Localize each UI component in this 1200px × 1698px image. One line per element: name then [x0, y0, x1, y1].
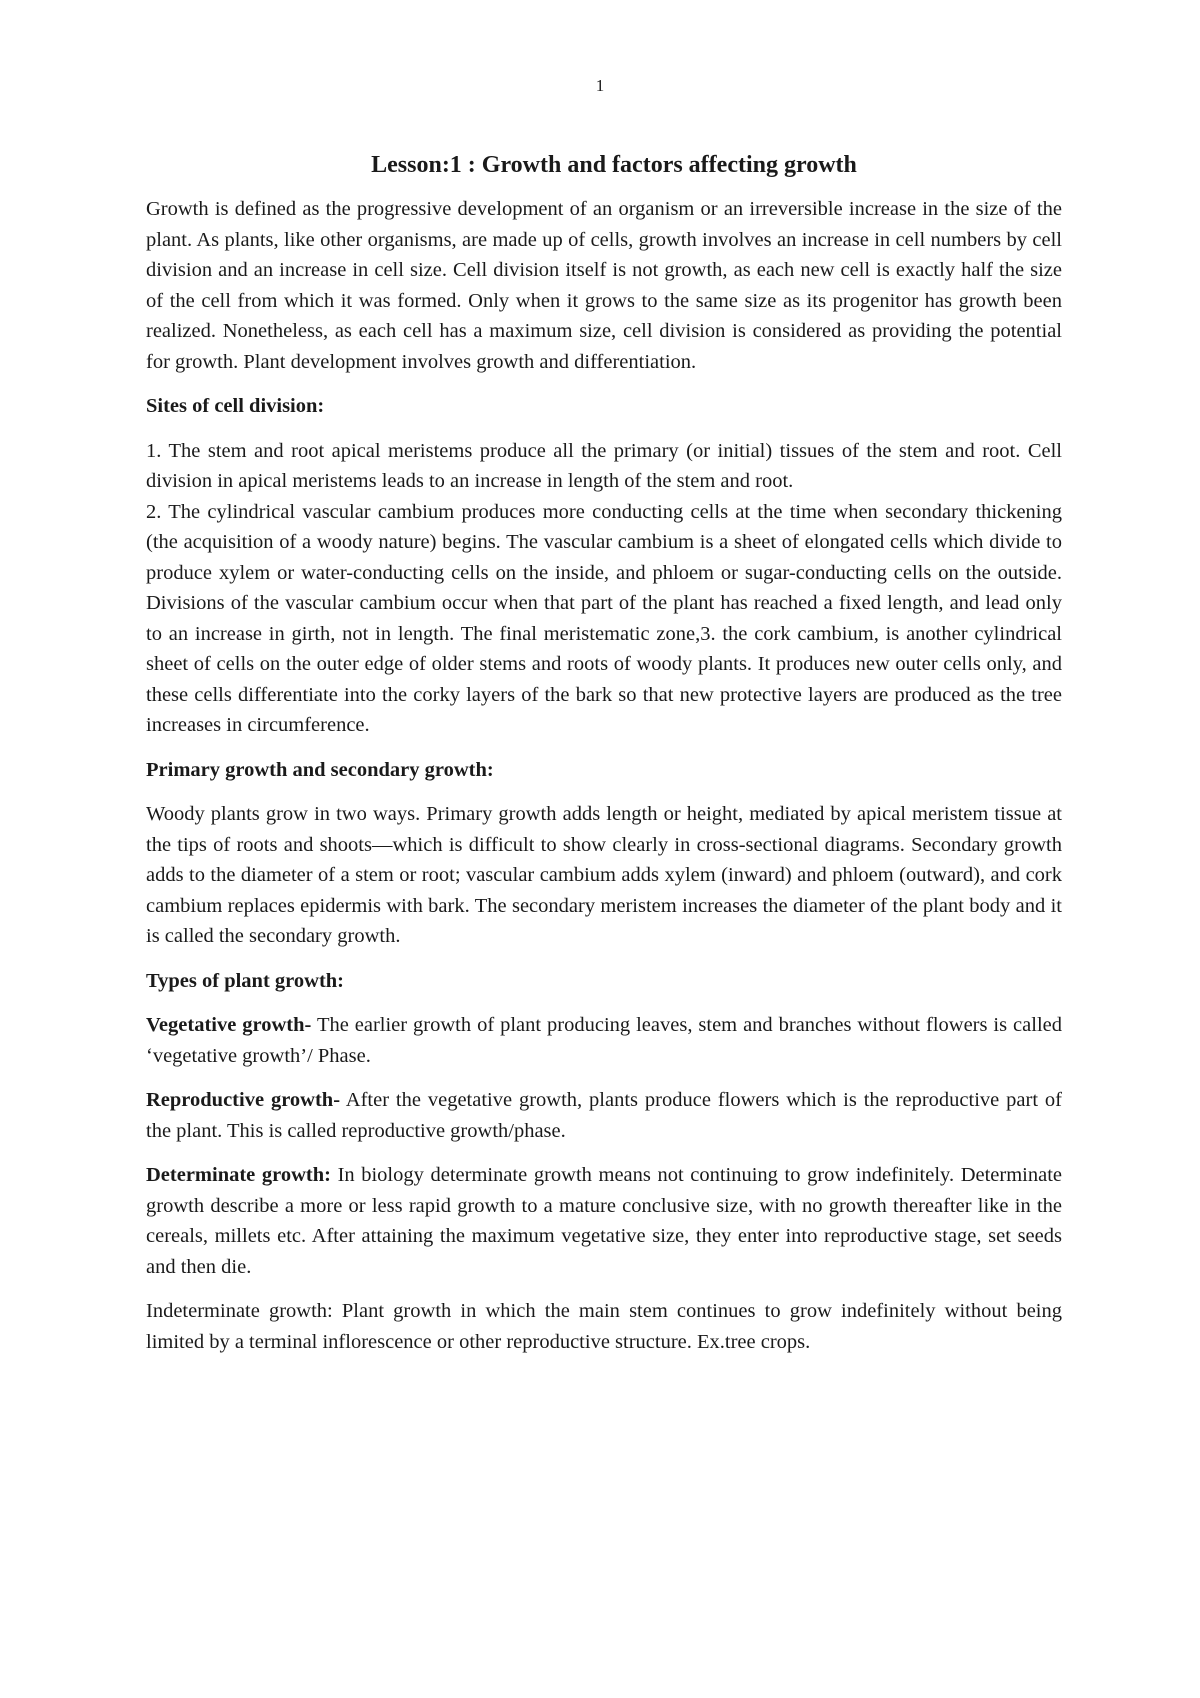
document-body	[146, 150, 1062, 1357]
vegetative-paragraph	[146, 1010, 1062, 1071]
determinate-term: Determinate growth:	[146, 1164, 331, 1186]
determinate-text: In biology determinate growth means not continuing to grow indefinitely. Determinate growth describe a more or less rapid growth to a mature conclusive size, with no growth thereafter like in the cereals, millets etc. After attaining the maximum vegetative size, they enter into reproductive stage, set seeds and then die.	[146, 1164, 1062, 1278]
types-heading: Types of plant growth:	[146, 969, 344, 992]
indeterminate-paragraph: Indeterminate growth: Plant growth in which the main stem continues to grow indefinitely without being limited by a terminal inflorescence or other reproductive structure. Ex.tree crops.	[146, 1300, 1062, 1353]
vegetative-text: The earlier growth of plant producing leaves, stem and branches without flowers is called ‘vegetative growth’/ Phase.	[146, 1014, 1062, 1067]
intro-paragraph: Growth is defined as the progressive development of an organism or an irreversible increase in the size of the plant. As plants, like other organisms, are made up of cells, growth involves an increase in cell numbers by cell division and an increase in cell size. Cell division itself is not growth, as each new cell is exactly half the size of the cell from which it was formed. Only when it grows to the same size as its progenitor has growth been realized. Nonetheless, as each cell has a maximum size, cell division is considered as providing the potential for growth. Plant development involves growth and differentiation.	[146, 198, 1062, 373]
sites-item-2: 2. The cylindrical vascular cambium produces more conducting cells at the time when secondary thickening (the acquisition of a woody nature) begins. The vascular cambium is a sheet of elongated cells which divide to produce xylem or water-conducting cells on the inside, and phloem or sugar-conducting cells on the outside. Divisions of the vascular cambium occur when that part of the plant has reached a fixed length, and lead only to an increase in girth, not in length. The final meristematic zone,3. the cork cambium, is another cylindrical sheet of cells on the outer edge of older stems and roots of woody plants. It produces new outer cells only, and these cells differentiate into the corky layers of the bark so that new protective layers are produced as the tree increases in circumference.	[146, 500, 1062, 736]
determinate-paragraph	[146, 1160, 1062, 1282]
reproductive-term: Reproductive growth-	[146, 1089, 341, 1111]
sites-heading: Sites of cell division:	[146, 395, 325, 417]
primary-secondary-paragraph: Woody plants grow in two ways. Primary growth adds length or height, mediated by apical meristem tissue at the tips of roots and shoots—which is difficult to show clearly in cross-sectional diagrams. Secondary growth adds to the diameter of a stem or root; vascular cambium adds xylem (inward) and phloem (outward), and cork cambium replaces epidermis with bark. The secondary meristem increases the diameter of the plant body and it is called the secondary growth.	[146, 803, 1062, 947]
reproductive-paragraph	[146, 1085, 1062, 1146]
sites-item-1: 1. The stem and root apical meristems produce all the primary (or initial) tissues of the stem and root. Cell division in apical meristems leads to an increase in length of the stem and root.	[146, 439, 1062, 492]
page-number: 1	[595, 76, 605, 95]
vegetative-term: Vegetative growth-	[146, 1014, 312, 1036]
reproductive-text: After the vegetative growth, plants produce flowers which is the reproductive part of the plant. This is called reproductive growth/phase.	[146, 1089, 1062, 1142]
primary-secondary-heading: Primary growth and secondary growth:	[146, 758, 494, 781]
lesson-title: Lesson:1 : Growth and factors affecting growth	[371, 152, 857, 178]
